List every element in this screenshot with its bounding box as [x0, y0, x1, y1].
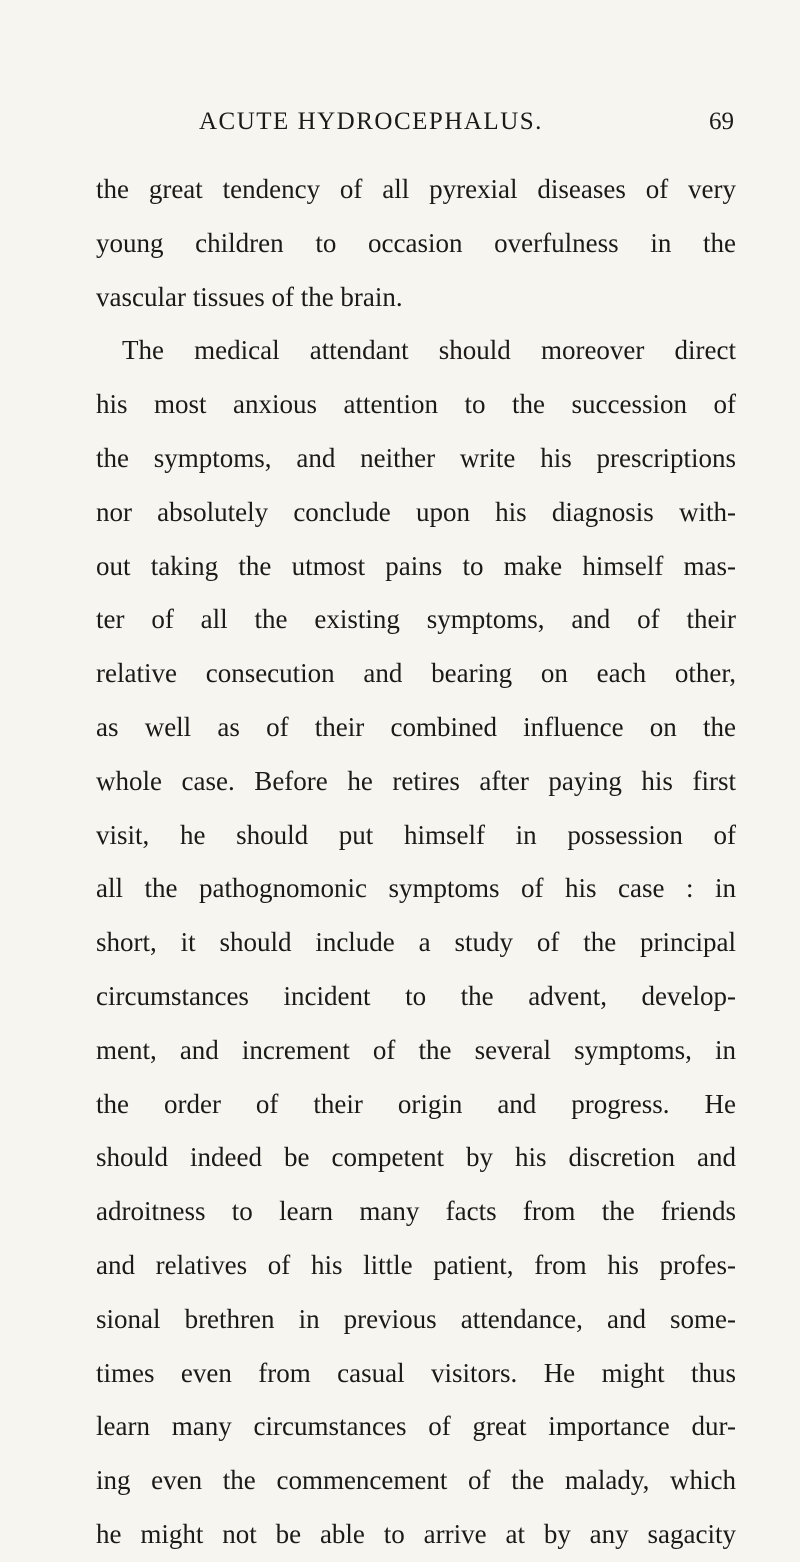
- text-line: his most anxious attention to the succession of: [96, 389, 736, 420]
- text-line: should indeed be competent by his discretion and: [96, 1142, 736, 1173]
- text-line: circumstances incident to the advent, develop-: [96, 980, 736, 1011]
- text-line: ment, and increment of the several symptoms, in: [96, 1034, 736, 1065]
- body-text: [96, 163, 736, 1562]
- text-line: the great tendency of all pyrexial diseases of very: [96, 174, 736, 204]
- page-number: 69: [709, 108, 734, 135]
- text-line: sional brethren in previous attendance, and some-: [96, 1303, 736, 1334]
- text-line: all the pathognomonic symptoms of his case : in: [96, 873, 736, 904]
- text-line: adroitness to learn many facts from the friends: [96, 1196, 736, 1227]
- text-line: the symptoms, and neither write his prescriptions: [96, 442, 736, 473]
- text-line: out taking the utmost pains to make himself mas-: [96, 550, 736, 581]
- text-line: learn many circumstances of great importance dur-: [96, 1411, 736, 1442]
- text-line: short, it should include a study of the principal: [96, 927, 736, 958]
- text-line: nor absolutely conclude upon his diagnosis with-: [96, 496, 736, 527]
- text-line: visit, he should put himself in possession of: [96, 819, 736, 850]
- text-line: he might not be able to arrive at by any sagacity: [96, 1518, 736, 1549]
- text-line: vascular tissues of the brain.: [96, 281, 403, 312]
- paragraph-first-line: The medical attendant should moreover direct: [122, 335, 736, 366]
- running-head: [96, 108, 736, 148]
- text-line: the order of their origin and progress. He: [96, 1088, 736, 1119]
- text-line: and relatives of his little patient, from his profes-: [96, 1249, 736, 1280]
- text-line: relative consecution and bearing on each other,: [96, 658, 736, 689]
- text-line: times even from casual visitors. He might thus: [96, 1357, 736, 1388]
- text-line: ing even the commencement of the malady, which: [96, 1465, 736, 1496]
- text-line: whole case. Before he retires after paying his first: [96, 765, 736, 796]
- text-line: young children to occasion overfulness in the: [96, 227, 736, 258]
- text-line: as well as of their combined influence on the: [96, 711, 736, 742]
- text-line: ter of all the existing symptoms, and of their: [96, 604, 736, 635]
- running-title: ACUTE HYDROCEPHALUS.: [199, 108, 543, 135]
